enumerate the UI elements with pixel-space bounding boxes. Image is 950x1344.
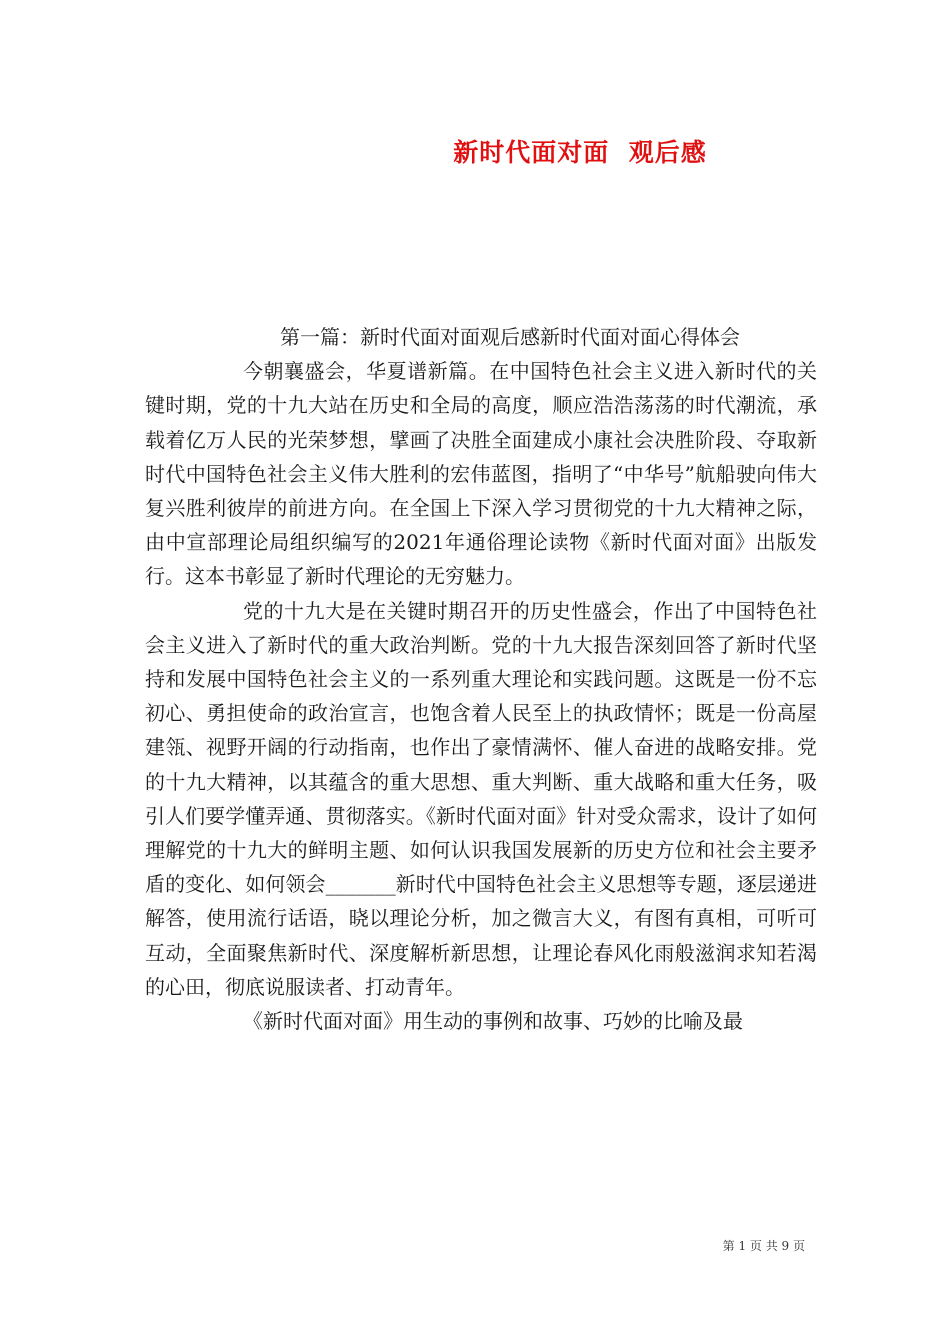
page-number-footer: 第 1 页 共 9 页 [722,1239,805,1253]
paragraph-3: 《新时代面对面》用生动的事例和故事、巧妙的比喻及最 [243,1009,743,1034]
document-body [145,320,817,1038]
paragraph-2: 党的十九大是在关键时期召开的历史性盛会，作出了中国特色社会主义进入了新时代的重大政治判断。党的十九大报告深刻回答了新时代坚持和发展中国特色社会主义的一系列重大理论和实践问题。这既是一份不忘初心、勇担使命的政治宣言，也饱含着人民至上的执政情怀；既是一份高屋建瓴、视野开阔的行动指南，也作出了豪情满怀、催人奋进的战略安排。党的十九大精神，以其蕴含的重大思想、重大判断、重大战略和重大任务，吸引人们要学懂弄通、贯彻落实。《新时代面对面》针对受众需求，设计了如何理解党的十九大的鲜明主题、如何认识我国发展新的历史方位和社会主要矛盾的变化、如何领会_______新时代中国特色社会主义思想等专题，逐层递进解答，使用流行话语，晓以理论分析，加之微言大义，有图有真相，可听可互动，全面聚焦新时代、深度解析新思想，让理论春风化雨般滋润求知若渴的心田，彻底说服读者、打动青年。 [145,598,817,999]
document-title: 新时代面对面 观后感 [453,138,707,167]
paragraph-1: 今朝襄盛会，华夏谱新篇。在中国特色社会主义进入新时代的关键时期，党的十九大站在历史和全局的高度，顺应浩浩荡荡的时代潮流，承载着亿万人民的光荣梦想，擘画了决胜全面建成小康社会决胜阶段、夺取新时代中国特色社会主义伟大胜利的宏伟蓝图，指明了“中华号”航船驶向伟大复兴胜利彼岸的前进方向。在全国上下深入学习贯彻党的十九大精神之际，由中宣部理论局组织编写的2021年通俗理论读物《新时代面对面》出版发行。这本书彰显了新时代理论的无穷魅力。 [145,359,817,589]
section-heading: 第一篇：新时代面对面观后感新时代面对面心得体会 [280,325,740,349]
